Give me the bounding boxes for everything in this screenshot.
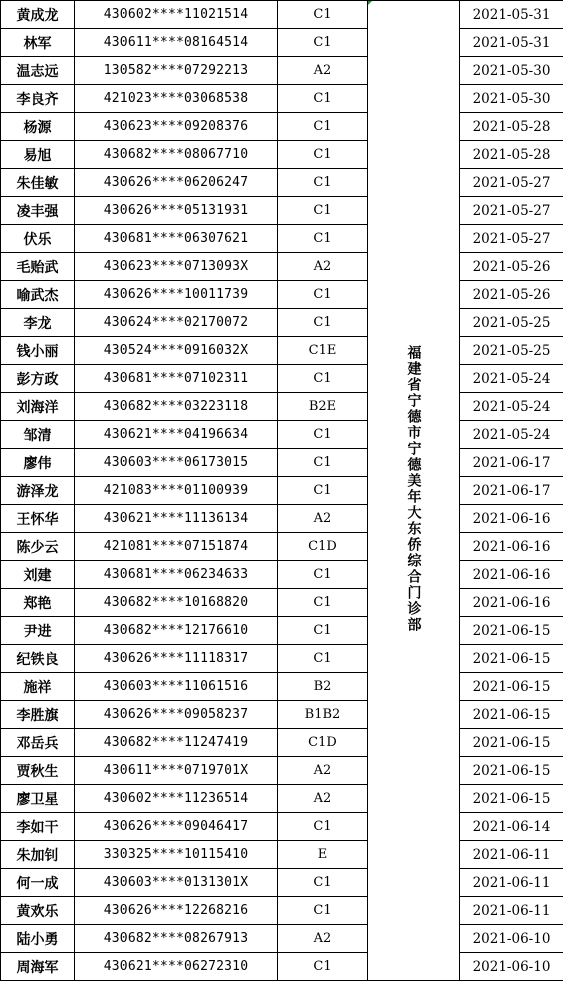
date-cell: 2021-06-16	[460, 505, 563, 533]
license-class-cell: C1	[278, 477, 368, 505]
table-row	[1, 505, 563, 533]
name-cell: 李胜旗	[1, 701, 75, 729]
id-number-cell: 430623****0713093X	[75, 253, 278, 281]
id-number-cell: 430682****03223118	[75, 393, 278, 421]
id-number-cell: 430621****06272310	[75, 953, 278, 981]
table-row	[1, 281, 563, 309]
name-cell: 朱加钊	[1, 841, 75, 869]
date-cell: 2021-05-24	[460, 421, 563, 449]
table-row	[1, 393, 563, 421]
date-cell: 2021-05-26	[460, 253, 563, 281]
date-cell: 2021-06-10	[460, 925, 563, 953]
license-class-cell: C1	[278, 421, 368, 449]
name-cell: 黄成龙	[1, 1, 75, 29]
table-row	[1, 841, 563, 869]
name-cell: 李良齐	[1, 85, 75, 113]
name-cell: 王怀华	[1, 505, 75, 533]
date-cell: 2021-06-17	[460, 477, 563, 505]
license-class-cell: C1	[278, 85, 368, 113]
name-cell: 李如干	[1, 813, 75, 841]
id-number-cell: 430624****02170072	[75, 309, 278, 337]
institution-name: 福建省宁德市宁德美年大东侨综合门诊部	[405, 344, 422, 633]
license-class-cell: C1E	[278, 337, 368, 365]
license-class-cell: C1	[278, 869, 368, 897]
table-row	[1, 309, 563, 337]
name-cell: 朱佳敏	[1, 169, 75, 197]
date-cell: 2021-06-16	[460, 533, 563, 561]
license-class-cell: C1	[278, 645, 368, 673]
date-cell: 2021-06-11	[460, 841, 563, 869]
license-class-cell: A2	[278, 925, 368, 953]
date-cell: 2021-06-11	[460, 897, 563, 925]
name-cell: 廖卫星	[1, 785, 75, 813]
name-cell: 郑艳	[1, 589, 75, 617]
table-row	[1, 673, 563, 701]
date-cell: 2021-05-28	[460, 141, 563, 169]
id-number-cell: 430626****09058237	[75, 701, 278, 729]
date-cell: 2021-06-17	[460, 449, 563, 477]
id-number-cell: 421081****07151874	[75, 533, 278, 561]
name-cell: 易旭	[1, 141, 75, 169]
name-cell: 李龙	[1, 309, 75, 337]
license-class-cell: C1	[278, 617, 368, 645]
table-row	[1, 365, 563, 393]
table-row	[1, 897, 563, 925]
name-cell: 何一成	[1, 869, 75, 897]
name-cell: 钱小丽	[1, 337, 75, 365]
id-number-cell: 430602****11021514	[75, 1, 278, 29]
table-row	[1, 477, 563, 505]
date-cell: 2021-06-16	[460, 561, 563, 589]
id-number-cell: 430602****11236514	[75, 785, 278, 813]
table-row	[1, 869, 563, 897]
table-row	[1, 449, 563, 477]
id-number-cell: 430682****12176610	[75, 617, 278, 645]
license-class-cell: C1	[278, 449, 368, 477]
name-cell: 刘建	[1, 561, 75, 589]
license-class-cell: A2	[278, 57, 368, 85]
id-number-cell: 430621****04196634	[75, 421, 278, 449]
date-cell: 2021-05-27	[460, 197, 563, 225]
name-cell: 温志远	[1, 57, 75, 85]
license-class-cell: C1	[278, 365, 368, 393]
license-class-cell: A2	[278, 785, 368, 813]
table-row	[1, 57, 563, 85]
id-number-cell: 430611****08164514	[75, 29, 278, 57]
table-row	[1, 141, 563, 169]
license-class-cell: C1	[278, 561, 368, 589]
license-class-cell: C1	[278, 281, 368, 309]
id-number-cell: 430621****11136134	[75, 505, 278, 533]
license-class-cell: C1	[278, 309, 368, 337]
date-cell: 2021-06-15	[460, 757, 563, 785]
license-class-cell: C1	[278, 113, 368, 141]
table-row	[1, 421, 563, 449]
license-class-cell: C1	[278, 29, 368, 57]
date-cell: 2021-05-26	[460, 281, 563, 309]
name-cell: 周海军	[1, 953, 75, 981]
table-row	[1, 813, 563, 841]
id-number-cell: 430682****10168820	[75, 589, 278, 617]
table-row	[1, 645, 563, 673]
license-class-cell: C1	[278, 197, 368, 225]
license-class-cell: C1	[278, 169, 368, 197]
table-row	[1, 85, 563, 113]
table-row	[1, 561, 563, 589]
table-row	[1, 197, 563, 225]
license-class-cell: B1B2	[278, 701, 368, 729]
id-number-cell: 430626****09046417	[75, 813, 278, 841]
id-number-cell: 421083****01100939	[75, 477, 278, 505]
table-row	[1, 785, 563, 813]
id-number-cell: 430682****08267913	[75, 925, 278, 953]
date-cell: 2021-06-14	[460, 813, 563, 841]
id-number-cell: 430623****09208376	[75, 113, 278, 141]
id-number-cell: 430603****06173015	[75, 449, 278, 477]
table-row	[1, 757, 563, 785]
date-cell: 2021-06-16	[460, 589, 563, 617]
table-row	[1, 337, 563, 365]
table-row	[1, 617, 563, 645]
date-cell: 2021-06-15	[460, 729, 563, 757]
license-class-cell: A2	[278, 505, 368, 533]
date-cell: 2021-05-24	[460, 365, 563, 393]
date-cell: 2021-05-31	[460, 29, 563, 57]
name-cell: 伏乐	[1, 225, 75, 253]
table-row	[1, 701, 563, 729]
table-row	[1, 113, 563, 141]
name-cell: 游泽龙	[1, 477, 75, 505]
name-cell: 陈少云	[1, 533, 75, 561]
date-cell: 2021-05-25	[460, 337, 563, 365]
table-row	[1, 729, 563, 757]
date-cell: 2021-06-15	[460, 645, 563, 673]
name-cell: 黄欢乐	[1, 897, 75, 925]
id-number-cell: 430682****11247419	[75, 729, 278, 757]
id-number-cell: 430682****08067710	[75, 141, 278, 169]
license-class-cell: A2	[278, 757, 368, 785]
id-number-cell: 330325****10115410	[75, 841, 278, 869]
license-class-cell: C1	[278, 1, 368, 29]
name-cell: 尹进	[1, 617, 75, 645]
license-class-cell: C1	[278, 953, 368, 981]
license-class-cell: B2E	[278, 393, 368, 421]
license-class-cell: A2	[278, 253, 368, 281]
name-cell: 贾秋生	[1, 757, 75, 785]
license-class-cell: B2	[278, 673, 368, 701]
id-number-cell: 430611****0719701X	[75, 757, 278, 785]
license-class-cell: E	[278, 841, 368, 869]
id-number-cell: 430626****06206247	[75, 169, 278, 197]
id-number-cell: 421023****03068538	[75, 85, 278, 113]
id-number-cell: 430524****0916032X	[75, 337, 278, 365]
date-cell: 2021-06-11	[460, 869, 563, 897]
table-row	[1, 253, 563, 281]
name-cell: 毛贻武	[1, 253, 75, 281]
id-number-cell: 130582****07292213	[75, 57, 278, 85]
table-row	[1, 533, 563, 561]
license-class-cell: C1	[278, 897, 368, 925]
name-cell: 杨源	[1, 113, 75, 141]
id-number-cell: 430603****0131301X	[75, 869, 278, 897]
date-cell: 2021-05-27	[460, 169, 563, 197]
date-cell: 2021-05-24	[460, 393, 563, 421]
license-class-cell: C1	[278, 141, 368, 169]
name-cell: 纪铁良	[1, 645, 75, 673]
id-number-cell: 430681****06307621	[75, 225, 278, 253]
table-row	[1, 925, 563, 953]
id-number-cell: 430626****12268216	[75, 897, 278, 925]
table-row	[1, 169, 563, 197]
table-row	[1, 225, 563, 253]
date-cell: 2021-06-15	[460, 617, 563, 645]
date-cell: 2021-05-30	[460, 85, 563, 113]
license-class-cell: C1	[278, 813, 368, 841]
table-row	[1, 29, 563, 57]
table-row	[1, 589, 563, 617]
name-cell: 施祥	[1, 673, 75, 701]
date-cell: 2021-05-27	[460, 225, 563, 253]
date-cell: 2021-06-15	[460, 701, 563, 729]
id-number-cell: 430681****07102311	[75, 365, 278, 393]
date-cell: 2021-05-25	[460, 309, 563, 337]
license-class-cell: C1	[278, 589, 368, 617]
name-cell: 凌丰强	[1, 197, 75, 225]
date-cell: 2021-05-28	[460, 113, 563, 141]
id-number-cell: 430681****06234633	[75, 561, 278, 589]
name-cell: 喻武杰	[1, 281, 75, 309]
name-cell: 陆小勇	[1, 925, 75, 953]
id-number-cell: 430626****10011739	[75, 281, 278, 309]
name-cell: 廖伟	[1, 449, 75, 477]
date-cell: 2021-06-15	[460, 785, 563, 813]
date-cell: 2021-06-15	[460, 673, 563, 701]
name-cell: 刘海洋	[1, 393, 75, 421]
name-cell: 邓岳兵	[1, 729, 75, 757]
date-cell: 2021-05-31	[460, 1, 563, 29]
table-row	[1, 953, 563, 981]
name-cell: 邹清	[1, 421, 75, 449]
name-cell: 彭方政	[1, 365, 75, 393]
institution-cell	[368, 1, 460, 981]
date-cell: 2021-06-10	[460, 953, 563, 981]
id-number-cell: 430626****11118317	[75, 645, 278, 673]
records-table-body	[1, 1, 563, 981]
date-cell: 2021-05-30	[460, 57, 563, 85]
license-class-cell: C1D	[278, 729, 368, 757]
license-class-cell: C1D	[278, 533, 368, 561]
name-cell: 林军	[1, 29, 75, 57]
license-class-cell: C1	[278, 225, 368, 253]
id-number-cell: 430603****11061516	[75, 673, 278, 701]
id-number-cell: 430626****05131931	[75, 197, 278, 225]
table-row	[1, 1, 563, 29]
